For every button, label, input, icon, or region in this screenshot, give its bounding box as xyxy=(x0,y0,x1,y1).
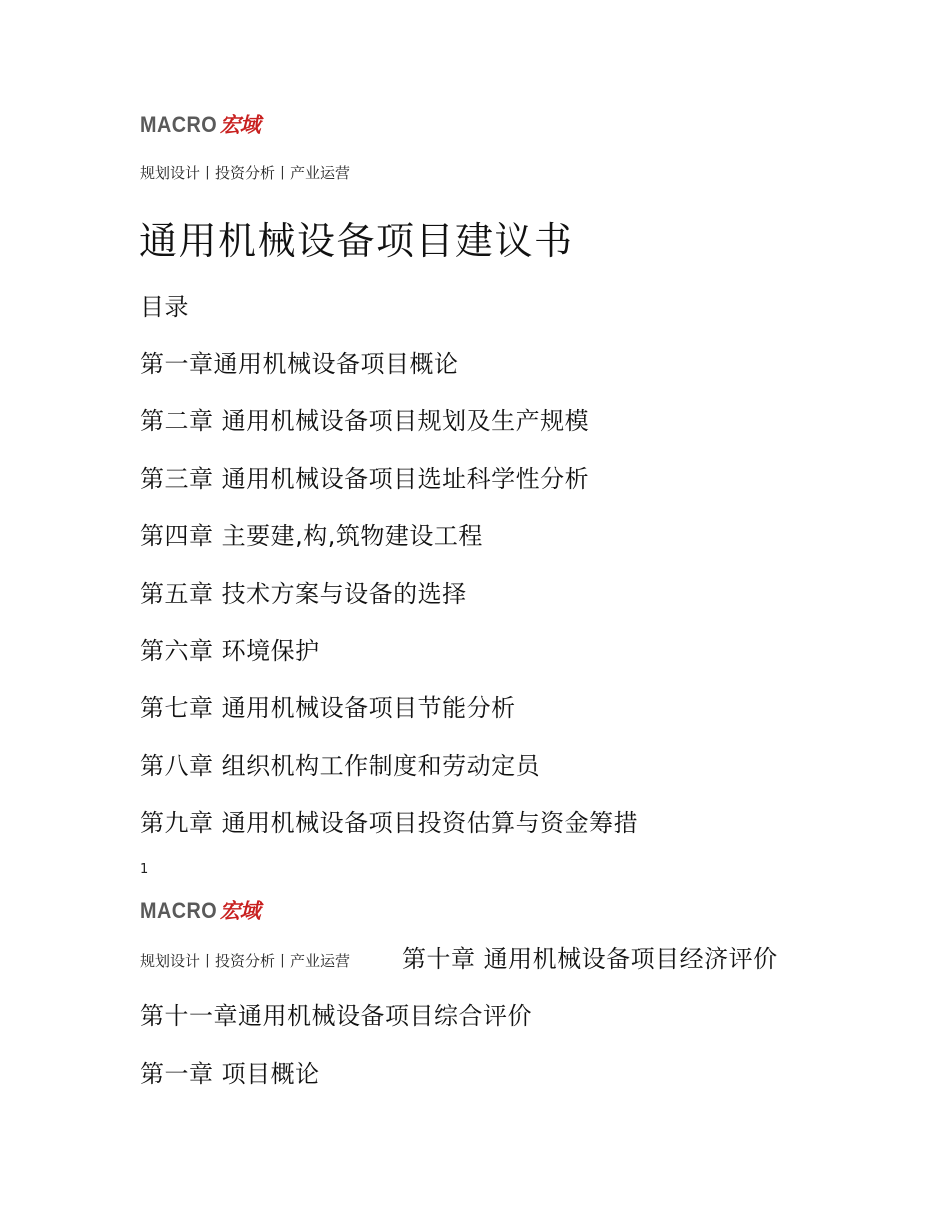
toc-item: 第五章 技术方案与设备的选择 xyxy=(140,580,467,608)
toc-item: 第六章 环境保护 xyxy=(140,637,320,665)
logo-text-en: MACRO xyxy=(140,112,218,137)
company-logo xyxy=(140,898,260,924)
toc-heading: 目录 xyxy=(140,293,189,321)
document-title: 通用机械设备项目建议书 xyxy=(139,219,574,263)
toc-item: 第三章 通用机械设备项目选址科学性分析 xyxy=(140,465,590,493)
section-heading: 第一章 项目概论 xyxy=(140,1060,320,1088)
toc-item: 第二章 通用机械设备项目规划及生产规模 xyxy=(140,407,590,435)
page-number: 1 xyxy=(140,862,149,877)
logo-text-en: MACRO xyxy=(140,898,218,923)
toc-item: 第七章 通用机械设备项目节能分析 xyxy=(140,694,516,722)
toc-item: 第八章 组织机构工作制度和劳动定员 xyxy=(140,752,541,780)
toc-item: 第十一章通用机械设备项目综合评价 xyxy=(140,1002,532,1030)
toc-item: 第九章 通用机械设备项目投资估算与资金筹措 xyxy=(140,809,639,837)
tagline: 规划设计丨投资分析丨产业运营 xyxy=(140,952,351,970)
toc-item: 第四章 主要建,构,筑物建设工程 xyxy=(140,522,483,550)
tagline: 规划设计丨投资分析丨产业运营 xyxy=(140,164,351,182)
toc-item: 第一章通用机械设备项目概论 xyxy=(140,350,459,378)
logo-text-cn: 宏域 xyxy=(219,899,260,923)
company-logo xyxy=(140,112,260,138)
logo-text-cn: 宏域 xyxy=(219,113,260,137)
toc-item: 第十章 通用机械设备项目经济评价 xyxy=(402,945,778,973)
